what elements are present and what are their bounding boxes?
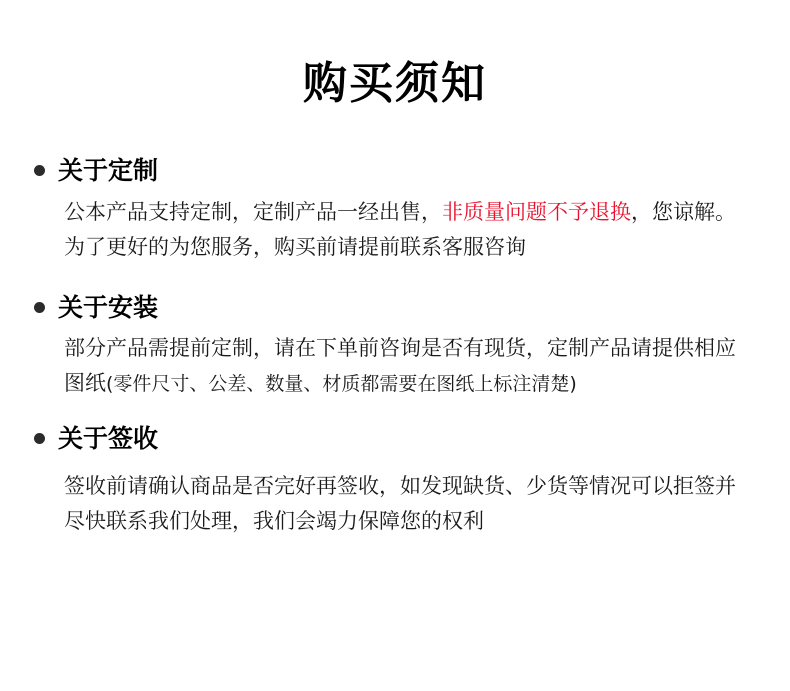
bullet-icon [34,433,45,444]
page-title: 购买须知 [303,58,487,109]
section-title: 关于定制 [58,155,159,185]
section-about-receiving [34,423,756,539]
section-about-installation [34,292,756,402]
section-body [64,195,756,266]
section-body-note: (零件尺寸、公差、数量、材质都需要在图纸上标注清楚) [106,373,577,396]
section-about-customization [34,155,756,266]
section-body-lead: 公本产品支持定制，定制产品一经出售， [64,200,442,225]
section-body: 签收前请确认商品是否完好再签收，如发现缺货、少货等情况可以拒签并尽快联系我们处理，我们会竭力保障您的权利 [64,473,736,533]
section-body-tail: ，您谅解。为了更好的为您服务，购买前请提前联系客服咨询 [64,200,736,260]
section-body-highlight: 非质量问题不予退换 [442,200,631,225]
bullet-icon [34,165,45,176]
section-title: 关于安装 [58,292,159,322]
section-heading-row [34,292,756,323]
notice-sections [0,155,790,539]
bullet-icon [34,302,45,313]
section-body-lead: 部分产品需提前定制，请在下单前咨询是否有现货，定制产品请提供相应图纸 [64,335,736,396]
section-body [64,331,756,402]
section-heading-row [34,423,756,454]
section-title: 关于签收 [58,424,159,454]
section-heading-row [34,155,756,186]
